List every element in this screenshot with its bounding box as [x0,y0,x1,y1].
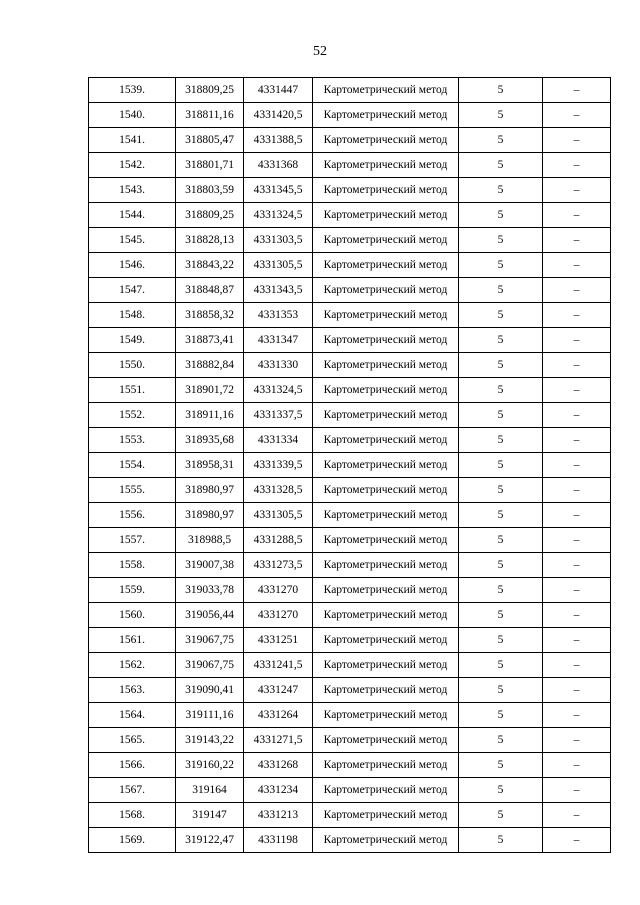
y-coordinate-cell: 4331339,5 [244,453,313,478]
method-cell: Картометрический метод [313,653,459,678]
point-number-cell: 1564. [89,703,176,728]
note-cell: – [543,703,611,728]
y-coordinate-cell: 4331347 [244,328,313,353]
table-row [89,478,611,503]
point-number-cell: 1551. [89,378,176,403]
x-coordinate-cell: 318901,72 [176,378,244,403]
method-cell: Картометрический метод [313,728,459,753]
note-cell: – [543,228,611,253]
method-cell: Картометрический метод [313,78,459,103]
coordinates-table-body [89,78,611,853]
table-row [89,703,611,728]
method-cell: Картометрический метод [313,528,459,553]
x-coordinate-cell: 318935,68 [176,428,244,453]
y-coordinate-cell: 4331251 [244,628,313,653]
note-cell: – [543,778,611,803]
method-cell: Картометрический метод [313,453,459,478]
note-cell: – [543,328,611,353]
table-row [89,303,611,328]
x-coordinate-cell: 318811,16 [176,103,244,128]
accuracy-cell: 5 [459,353,543,378]
x-coordinate-cell: 318988,5 [176,528,244,553]
y-coordinate-cell: 4331305,5 [244,503,313,528]
y-coordinate-cell: 4331305,5 [244,253,313,278]
x-coordinate-cell: 318980,97 [176,478,244,503]
accuracy-cell: 5 [459,603,543,628]
point-number-cell: 1543. [89,178,176,203]
y-coordinate-cell: 4331388,5 [244,128,313,153]
y-coordinate-cell: 4331368 [244,153,313,178]
method-cell: Картометрический метод [313,678,459,703]
accuracy-cell: 5 [459,103,543,128]
accuracy-cell: 5 [459,778,543,803]
point-number-cell: 1552. [89,403,176,428]
method-cell: Картометрический метод [313,253,459,278]
y-coordinate-cell: 4331288,5 [244,528,313,553]
accuracy-cell: 5 [459,328,543,353]
x-coordinate-cell: 319033,78 [176,578,244,603]
note-cell: – [543,128,611,153]
y-coordinate-cell: 4331345,5 [244,178,313,203]
x-coordinate-cell: 318873,41 [176,328,244,353]
accuracy-cell: 5 [459,628,543,653]
point-number-cell: 1553. [89,428,176,453]
note-cell: – [543,278,611,303]
x-coordinate-cell: 318843,22 [176,253,244,278]
point-number-cell: 1555. [89,478,176,503]
note-cell: – [543,253,611,278]
table-row [89,78,611,103]
accuracy-cell: 5 [459,78,543,103]
note-cell: – [543,578,611,603]
accuracy-cell: 5 [459,178,543,203]
y-coordinate-cell: 4331213 [244,803,313,828]
note-cell: – [543,628,611,653]
x-coordinate-cell: 319090,41 [176,678,244,703]
point-number-cell: 1545. [89,228,176,253]
table-row [89,528,611,553]
note-cell: – [543,503,611,528]
method-cell: Картометрический метод [313,628,459,653]
table-row [89,603,611,628]
x-coordinate-cell: 318828,13 [176,228,244,253]
note-cell: – [543,603,611,628]
method-cell: Картометрический метод [313,703,459,728]
y-coordinate-cell: 4331328,5 [244,478,313,503]
method-cell: Картометрический метод [313,428,459,453]
point-number-cell: 1549. [89,328,176,353]
x-coordinate-cell: 318801,71 [176,153,244,178]
method-cell: Картометрический метод [313,328,459,353]
x-coordinate-cell: 318911,16 [176,403,244,428]
accuracy-cell: 5 [459,278,543,303]
point-number-cell: 1550. [89,353,176,378]
note-cell: – [543,303,611,328]
x-coordinate-cell: 318809,25 [176,203,244,228]
accuracy-cell: 5 [459,253,543,278]
note-cell: – [543,528,611,553]
table-row [89,403,611,428]
method-cell: Картометрический метод [313,178,459,203]
note-cell: – [543,753,611,778]
y-coordinate-cell: 4331324,5 [244,203,313,228]
note-cell: – [543,803,611,828]
table-row [89,353,611,378]
method-cell: Картометрический метод [313,353,459,378]
x-coordinate-cell: 319111,16 [176,703,244,728]
y-coordinate-cell: 4331198 [244,828,313,853]
table-row [89,253,611,278]
table-row [89,628,611,653]
point-number-cell: 1562. [89,653,176,678]
accuracy-cell: 5 [459,653,543,678]
point-number-cell: 1559. [89,578,176,603]
x-coordinate-cell: 319147 [176,803,244,828]
point-number-cell: 1540. [89,103,176,128]
table-row [89,328,611,353]
y-coordinate-cell: 4331343,5 [244,278,313,303]
table-row [89,678,611,703]
x-coordinate-cell: 319067,75 [176,628,244,653]
point-number-cell: 1557. [89,528,176,553]
method-cell: Картометрический метод [313,503,459,528]
point-number-cell: 1539. [89,78,176,103]
y-coordinate-cell: 4331270 [244,578,313,603]
x-coordinate-cell: 319007,38 [176,553,244,578]
accuracy-cell: 5 [459,128,543,153]
accuracy-cell: 5 [459,378,543,403]
note-cell: – [543,728,611,753]
x-coordinate-cell: 318858,32 [176,303,244,328]
note-cell: – [543,203,611,228]
x-coordinate-cell: 318848,87 [176,278,244,303]
point-number-cell: 1569. [89,828,176,853]
page-number: 52 [313,44,327,59]
table-row [89,778,611,803]
method-cell: Картометрический метод [313,278,459,303]
method-cell: Картометрический метод [313,803,459,828]
accuracy-cell: 5 [459,503,543,528]
y-coordinate-cell: 4331447 [244,78,313,103]
y-coordinate-cell: 4331324,5 [244,378,313,403]
table-row [89,203,611,228]
accuracy-cell: 5 [459,528,543,553]
accuracy-cell: 5 [459,453,543,478]
point-number-cell: 1560. [89,603,176,628]
method-cell: Картометрический метод [313,103,459,128]
note-cell: – [543,478,611,503]
table-row [89,553,611,578]
y-coordinate-cell: 4331303,5 [244,228,313,253]
method-cell: Картометрический метод [313,403,459,428]
method-cell: Картометрический метод [313,228,459,253]
method-cell: Картометрический метод [313,828,459,853]
note-cell: – [543,78,611,103]
note-cell: – [543,828,611,853]
point-number-cell: 1548. [89,303,176,328]
point-number-cell: 1541. [89,128,176,153]
table-row [89,178,611,203]
method-cell: Картометрический метод [313,753,459,778]
note-cell: – [543,453,611,478]
x-coordinate-cell: 318980,97 [176,503,244,528]
note-cell: – [543,653,611,678]
point-number-cell: 1563. [89,678,176,703]
method-cell: Картометрический метод [313,203,459,228]
method-cell: Картометрический метод [313,553,459,578]
x-coordinate-cell: 318805,47 [176,128,244,153]
point-number-cell: 1554. [89,453,176,478]
y-coordinate-cell: 4331420,5 [244,103,313,128]
x-coordinate-cell: 318958,31 [176,453,244,478]
accuracy-cell: 5 [459,803,543,828]
accuracy-cell: 5 [459,728,543,753]
y-coordinate-cell: 4331247 [244,678,313,703]
accuracy-cell: 5 [459,578,543,603]
accuracy-cell: 5 [459,203,543,228]
note-cell: – [543,553,611,578]
table-row [89,453,611,478]
table-row [89,653,611,678]
x-coordinate-cell: 319164 [176,778,244,803]
accuracy-cell: 5 [459,428,543,453]
point-number-cell: 1567. [89,778,176,803]
method-cell: Картометрический метод [313,153,459,178]
x-coordinate-cell: 319122,47 [176,828,244,853]
accuracy-cell: 5 [459,753,543,778]
method-cell: Картометрический метод [313,303,459,328]
y-coordinate-cell: 4331334 [244,428,313,453]
point-number-cell: 1556. [89,503,176,528]
table-row [89,728,611,753]
note-cell: – [543,353,611,378]
y-coordinate-cell: 4331273,5 [244,553,313,578]
accuracy-cell: 5 [459,678,543,703]
table-row [89,753,611,778]
accuracy-cell: 5 [459,478,543,503]
accuracy-cell: 5 [459,303,543,328]
point-number-cell: 1561. [89,628,176,653]
y-coordinate-cell: 4331241,5 [244,653,313,678]
accuracy-cell: 5 [459,703,543,728]
note-cell: – [543,153,611,178]
method-cell: Картометрический метод [313,128,459,153]
y-coordinate-cell: 4331264 [244,703,313,728]
table-row [89,278,611,303]
y-coordinate-cell: 4331271,5 [244,728,313,753]
x-coordinate-cell: 319160,22 [176,753,244,778]
table-row [89,128,611,153]
coordinates-table [88,77,611,853]
method-cell: Картометрический метод [313,578,459,603]
x-coordinate-cell: 319067,75 [176,653,244,678]
y-coordinate-cell: 4331330 [244,353,313,378]
point-number-cell: 1558. [89,553,176,578]
table-row [89,578,611,603]
table-row [89,503,611,528]
table-row [89,828,611,853]
method-cell: Картометрический метод [313,778,459,803]
point-number-cell: 1542. [89,153,176,178]
x-coordinate-cell: 319056,44 [176,603,244,628]
table-row [89,803,611,828]
method-cell: Картометрический метод [313,603,459,628]
y-coordinate-cell: 4331268 [244,753,313,778]
y-coordinate-cell: 4331270 [244,603,313,628]
x-coordinate-cell: 318809,25 [176,78,244,103]
point-number-cell: 1547. [89,278,176,303]
method-cell: Картометрический метод [313,378,459,403]
table-row [89,153,611,178]
note-cell: – [543,428,611,453]
accuracy-cell: 5 [459,553,543,578]
table-row [89,428,611,453]
y-coordinate-cell: 4331353 [244,303,313,328]
table-row [89,228,611,253]
note-cell: – [543,403,611,428]
x-coordinate-cell: 319143,22 [176,728,244,753]
x-coordinate-cell: 318882,84 [176,353,244,378]
note-cell: – [543,103,611,128]
note-cell: – [543,678,611,703]
x-coordinate-cell: 318803,59 [176,178,244,203]
note-cell: – [543,378,611,403]
point-number-cell: 1546. [89,253,176,278]
accuracy-cell: 5 [459,153,543,178]
y-coordinate-cell: 4331337,5 [244,403,313,428]
point-number-cell: 1568. [89,803,176,828]
table-row [89,103,611,128]
accuracy-cell: 5 [459,828,543,853]
point-number-cell: 1544. [89,203,176,228]
table-row [89,378,611,403]
point-number-cell: 1565. [89,728,176,753]
note-cell: – [543,178,611,203]
accuracy-cell: 5 [459,403,543,428]
accuracy-cell: 5 [459,228,543,253]
point-number-cell: 1566. [89,753,176,778]
y-coordinate-cell: 4331234 [244,778,313,803]
method-cell: Картометрический метод [313,478,459,503]
